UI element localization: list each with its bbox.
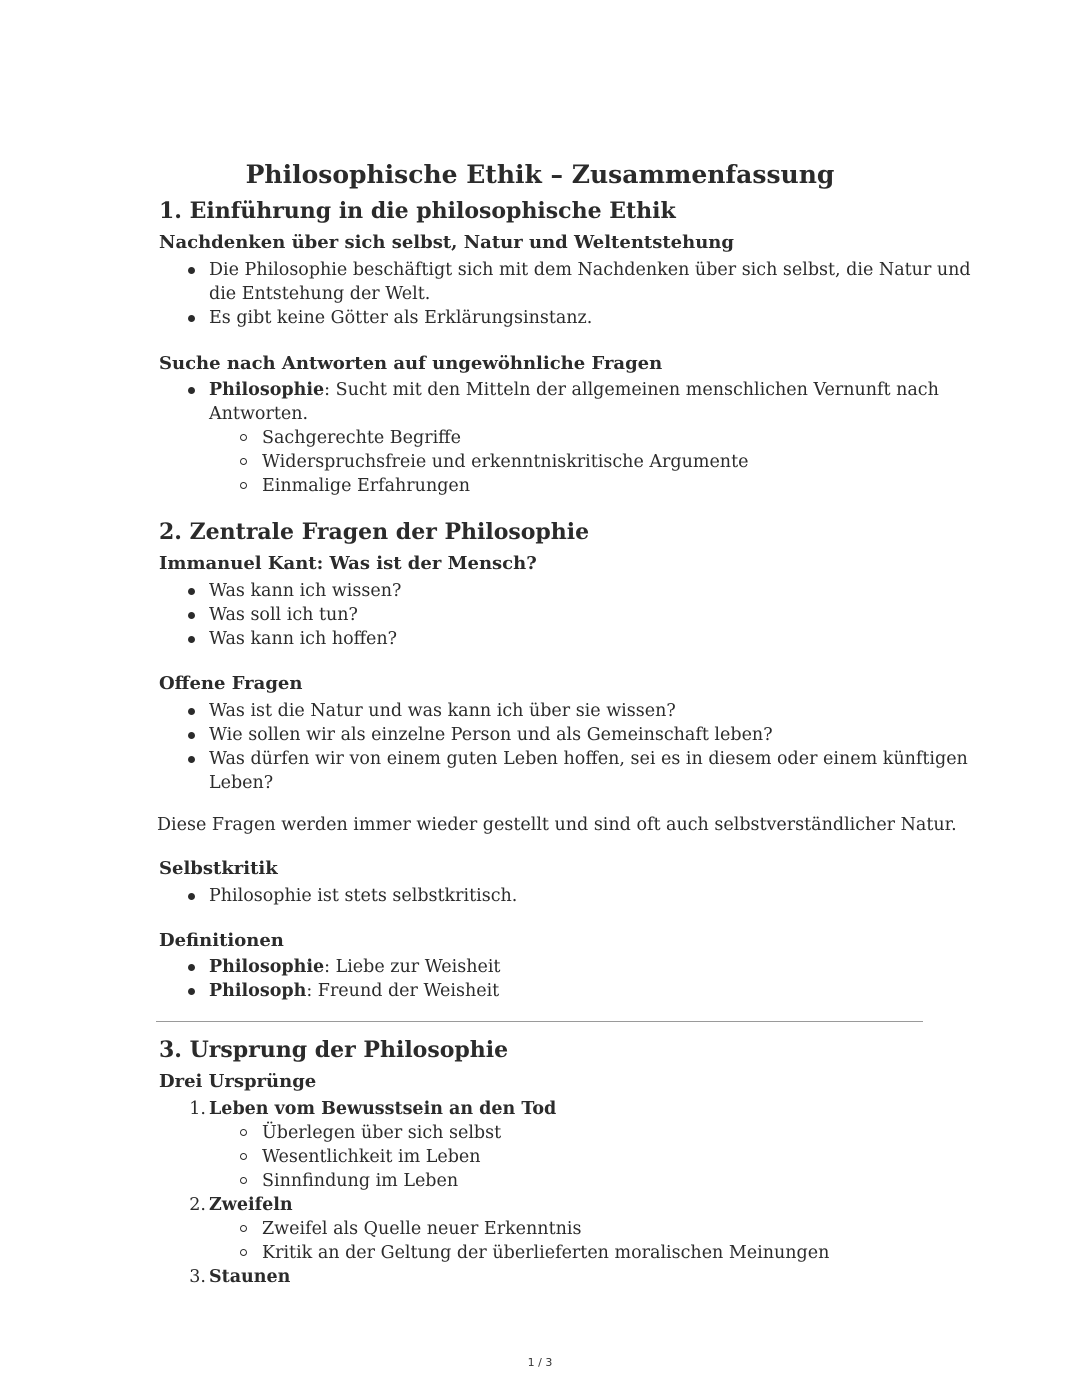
list-item: Was ist die Natur und was kann ich über sie wissen? (209, 701, 676, 721)
list-item: Was soll ich tun? (209, 605, 358, 625)
list-item: Was kann ich hoffen? (209, 629, 398, 649)
term-description: : Liebe zur Weisheit (324, 957, 501, 977)
sub-list-item: Einmalige Erfahrungen (262, 476, 471, 496)
page-number: 1 / 3 (527, 1356, 553, 1369)
offene-fragen-heading: Offene Fragen (159, 673, 303, 694)
list-item (209, 979, 499, 1003)
list-item-line (209, 378, 939, 402)
circle-bullet-icon (240, 1153, 247, 1160)
ordered-item: Leben vom Bewusstsein an den Tod (209, 1099, 557, 1119)
bullet-icon (188, 636, 195, 643)
list-item: Was kann ich wissen? (209, 581, 402, 601)
bullet-icon (188, 964, 195, 971)
bullet-icon (188, 387, 195, 394)
circle-bullet-icon (240, 1249, 247, 1256)
list-item (209, 955, 500, 979)
horizontal-rule (156, 1021, 923, 1022)
document-title: Philosophische Ethik – Zusammenfassung (245, 160, 835, 189)
sub-list-item: Sachgerechte Begriffe (262, 428, 461, 448)
bullet-icon (188, 732, 195, 739)
kant-heading: Immanuel Kant: Was ist der Mensch? (159, 553, 537, 574)
bullet-icon (188, 267, 195, 274)
section-1-sub-2-heading: Suche nach Antworten auf ungewöhnliche Fragen (159, 353, 663, 374)
list-item: Es gibt keine Götter als Erklärungsinstanz. (209, 308, 593, 328)
term-description: : Freund der Weisheit (306, 981, 500, 1001)
list-number: 3. (189, 1267, 206, 1287)
ordered-item: Zweifeln (209, 1195, 293, 1215)
section-3-heading: 3. Ursprung der Philosophie (159, 1037, 509, 1063)
ordered-item: Staunen (209, 1267, 291, 1287)
bullet-icon (188, 756, 195, 763)
sub-list-item: Überlegen über sich selbst (262, 1123, 502, 1143)
bullet-icon (188, 315, 195, 322)
sub-list-item: Wesentlichkeit im Leben (262, 1147, 481, 1167)
list-item: Philosophie ist stets selbstkritisch. (209, 886, 518, 906)
section-1-heading: 1. Einführung in die philosophische Ethik (159, 198, 676, 224)
sub-list-item: Kritik an der Geltung der überlieferten moralischen Meinungen (262, 1243, 830, 1263)
bullet-icon (188, 708, 195, 715)
circle-bullet-icon (240, 482, 247, 489)
term: Philosoph (209, 981, 307, 1001)
list-number: 2. (189, 1195, 206, 1215)
circle-bullet-icon (240, 458, 247, 465)
list-item-line: Was dürfen wir von einem guten Leben hoffen, sei es in diesem oder einem künftigen (209, 749, 968, 769)
sub-list-item: Widerspruchsfreie und erkenntniskritische Argumente (262, 452, 749, 472)
bullet-icon (188, 612, 195, 619)
list-item: Wie sollen wir als einzelne Person und als Gemeinschaft leben? (209, 725, 773, 745)
section-2-heading: 2. Zentrale Fragen der Philosophie (159, 519, 590, 545)
drei-urspruenge-heading: Drei Ursprünge (159, 1071, 317, 1092)
circle-bullet-icon (240, 1177, 247, 1184)
bullet-icon (188, 893, 195, 900)
section-1-sub-1-heading: Nachdenken über sich selbst, Natur und Weltentstehung (159, 232, 734, 253)
selbstkritik-heading: Selbstkritik (159, 858, 278, 879)
paragraph: Diese Fragen werden immer wieder gestellt und sind oft auch selbstverständlicher Natur. (157, 815, 957, 835)
bullet-icon (188, 588, 195, 595)
term-description: : Sucht mit den Mitteln der allgemeinen menschlichen Vernunft nach (324, 380, 939, 400)
definitionen-heading: Definitionen (159, 930, 284, 951)
term: Philosophie (209, 380, 325, 400)
list-number: 1. (189, 1099, 206, 1119)
list-item-line: Die Philosophie beschäftigt sich mit dem Nachdenken über sich selbst, die Natur und (209, 260, 971, 280)
sub-list-item: Zweifel als Quelle neuer Erkenntnis (262, 1219, 582, 1239)
circle-bullet-icon (240, 434, 247, 441)
list-item-line: die Entstehung der Welt. (209, 284, 431, 304)
list-item-line: Leben? (209, 773, 274, 793)
list-item-line: Antworten. (209, 404, 309, 424)
circle-bullet-icon (240, 1129, 247, 1136)
sub-list-item: Sinnfindung im Leben (262, 1171, 459, 1191)
bullet-icon (188, 988, 195, 995)
term: Philosophie (209, 957, 325, 977)
circle-bullet-icon (240, 1225, 247, 1232)
